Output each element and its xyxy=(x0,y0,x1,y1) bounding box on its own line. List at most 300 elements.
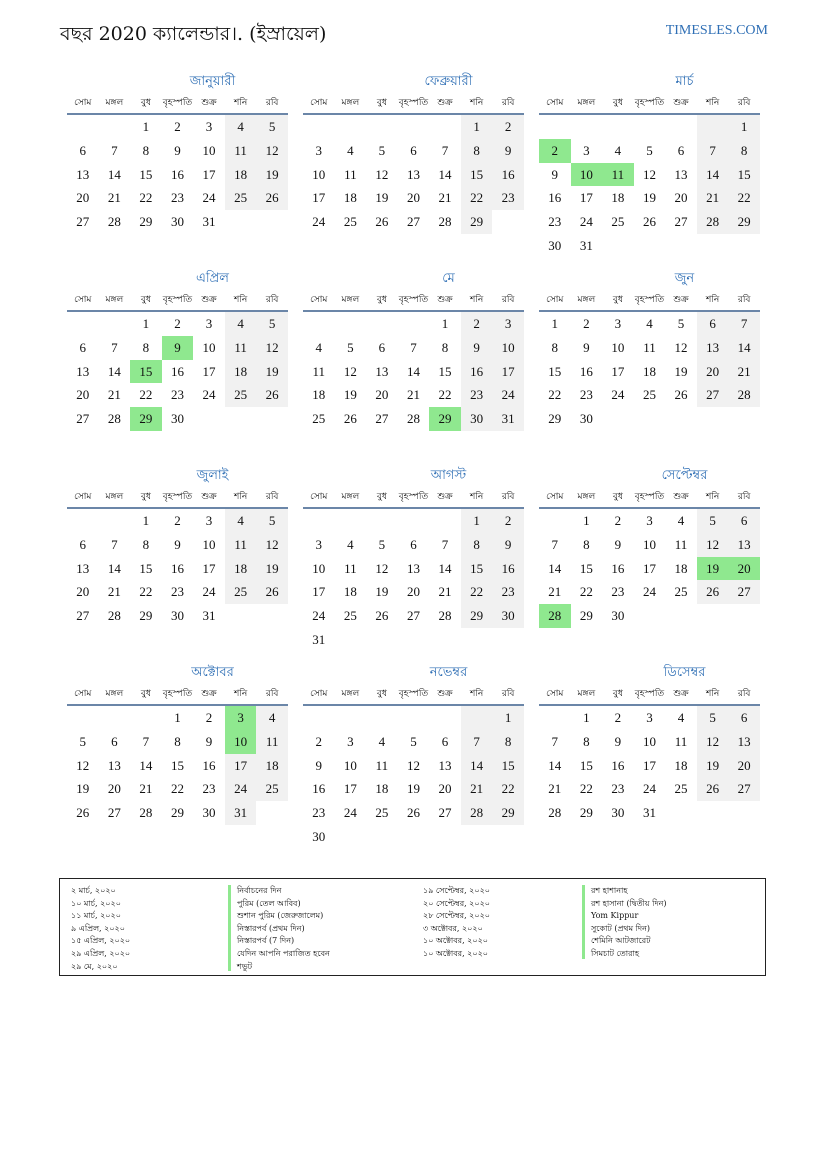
day-cell[interactable]: 8 xyxy=(583,536,590,552)
day-cell[interactable]: 13 xyxy=(406,560,420,576)
day-cell[interactable]: 10 xyxy=(611,339,625,355)
day-cell[interactable]: 3 xyxy=(646,513,653,528)
day-cell[interactable]: 1 xyxy=(583,710,590,725)
day-cell[interactable]: 4 xyxy=(677,710,685,725)
day-cell[interactable]: 7 xyxy=(111,339,118,355)
day-cell[interactable]: 3 xyxy=(205,119,213,134)
day-cell[interactable]: 8 xyxy=(492,730,524,754)
day-cell[interactable]: 22 xyxy=(579,584,593,600)
day-cell[interactable]: 11 xyxy=(225,533,257,557)
day-cell[interactable]: 4 xyxy=(225,509,257,533)
day-cell[interactable]: 28 xyxy=(406,411,420,427)
day-cell[interactable]: 30 xyxy=(170,411,184,427)
day-cell[interactable]: 30 xyxy=(202,805,216,821)
day-cell[interactable]: 12 xyxy=(406,757,420,773)
day-cell[interactable]: 13 xyxy=(375,363,389,379)
day-cell[interactable]: 9 xyxy=(614,536,622,552)
day-cell[interactable]: 17 xyxy=(343,781,357,797)
day-cell[interactable]: 30 xyxy=(611,805,625,821)
day-cell[interactable]: 25 xyxy=(312,411,326,427)
day-cell[interactable]: 27 xyxy=(438,805,452,821)
day-cell[interactable]: 9 xyxy=(583,339,590,355)
day-cell[interactable]: 27 xyxy=(674,214,688,230)
day-cell[interactable]: 13 xyxy=(728,533,760,557)
day-cell[interactable]: 24 xyxy=(642,781,656,797)
day-cell[interactable]: 11 xyxy=(256,730,288,754)
day-cell[interactable]: 6 xyxy=(728,509,760,533)
holiday-day-cell[interactable]: 15 xyxy=(130,360,162,384)
day-cell[interactable]: 7 xyxy=(551,733,559,749)
day-cell[interactable]: 23 xyxy=(492,580,524,604)
day-cell[interactable]: 20 xyxy=(375,387,389,403)
day-cell[interactable]: 6 xyxy=(79,536,87,552)
day-cell[interactable]: 27 xyxy=(406,214,420,230)
day-cell[interactable]: 9 xyxy=(614,733,622,749)
day-cell[interactable]: 28 xyxy=(548,805,562,821)
day-cell[interactable]: 6 xyxy=(111,733,118,749)
day-cell[interactable]: 27 xyxy=(76,608,90,624)
day-cell[interactable]: 18 xyxy=(225,360,257,384)
day-cell[interactable]: 15 xyxy=(579,757,593,773)
day-cell[interactable]: 7 xyxy=(111,142,118,158)
holiday-day-cell[interactable]: 11 xyxy=(602,163,634,187)
day-cell[interactable]: 17 xyxy=(202,560,216,576)
day-cell[interactable]: 19 xyxy=(406,781,420,797)
day-cell[interactable]: 9 xyxy=(492,139,524,163)
day-cell[interactable]: 30 xyxy=(611,608,625,624)
day-cell[interactable]: 4 xyxy=(315,339,323,355)
day-cell[interactable]: 4 xyxy=(225,312,257,336)
day-cell[interactable]: 21 xyxy=(406,387,420,403)
day-cell[interactable]: 12 xyxy=(642,166,656,182)
day-cell[interactable]: 4 xyxy=(256,706,288,730)
day-cell[interactable]: 23 xyxy=(492,186,524,210)
day-cell[interactable]: 19 xyxy=(256,360,288,384)
day-cell[interactable]: 13 xyxy=(76,166,90,182)
day-cell[interactable]: 4 xyxy=(677,513,685,528)
day-cell[interactable]: 8 xyxy=(441,339,449,355)
day-cell[interactable]: 22 xyxy=(548,387,562,403)
day-cell[interactable]: 6 xyxy=(79,142,87,158)
day-cell[interactable]: 2 xyxy=(205,710,213,725)
day-cell[interactable]: 23 xyxy=(312,805,326,821)
day-cell[interactable]: 7 xyxy=(441,536,449,552)
day-cell[interactable]: 3 xyxy=(614,316,622,331)
day-cell[interactable]: 26 xyxy=(674,387,688,403)
day-cell[interactable]: 23 xyxy=(611,584,625,600)
day-cell[interactable]: 26 xyxy=(375,214,389,230)
day-cell[interactable]: 7 xyxy=(551,536,559,552)
day-cell[interactable]: 14 xyxy=(728,336,760,360)
day-cell[interactable]: 20 xyxy=(406,190,420,206)
day-cell[interactable]: 2 xyxy=(461,312,493,336)
day-cell[interactable]: 18 xyxy=(375,781,389,797)
day-cell[interactable]: 15 xyxy=(492,754,524,778)
day-cell[interactable]: 25 xyxy=(611,214,625,230)
day-cell[interactable]: 27 xyxy=(728,580,760,604)
day-cell[interactable]: 10 xyxy=(202,339,216,355)
day-cell[interactable]: 31 xyxy=(225,801,257,825)
day-cell[interactable]: 7 xyxy=(111,536,118,552)
day-cell[interactable]: 6 xyxy=(677,142,685,158)
day-cell[interactable]: 13 xyxy=(107,757,121,773)
day-cell[interactable]: 29 xyxy=(728,210,760,234)
day-cell[interactable]: 19 xyxy=(674,363,688,379)
day-cell[interactable]: 5 xyxy=(256,115,288,139)
day-cell[interactable]: 26 xyxy=(642,214,656,230)
day-cell[interactable]: 4 xyxy=(614,142,622,158)
day-cell[interactable]: 12 xyxy=(375,560,389,576)
day-cell[interactable]: 10 xyxy=(312,166,326,182)
day-cell[interactable]: 1 xyxy=(583,513,590,528)
day-cell[interactable]: 2 xyxy=(315,733,323,749)
day-cell[interactable]: 10 xyxy=(312,560,326,576)
day-cell[interactable]: 12 xyxy=(256,533,288,557)
day-cell[interactable]: 20 xyxy=(76,190,90,206)
day-cell[interactable]: 22 xyxy=(579,781,593,797)
day-cell[interactable]: 27 xyxy=(107,805,121,821)
day-cell[interactable]: 22 xyxy=(461,580,493,604)
day-cell[interactable]: 24 xyxy=(312,214,326,230)
day-cell[interactable]: 5 xyxy=(256,312,288,336)
day-cell[interactable]: 10 xyxy=(492,336,524,360)
day-cell[interactable]: 10 xyxy=(642,733,656,749)
day-cell[interactable]: 4 xyxy=(347,142,354,158)
day-cell[interactable]: 16 xyxy=(170,560,184,576)
day-cell[interactable]: 11 xyxy=(225,336,257,360)
day-cell[interactable]: 8 xyxy=(461,139,493,163)
day-cell[interactable]: 3 xyxy=(347,733,354,749)
day-cell[interactable]: 5 xyxy=(410,733,417,749)
day-cell[interactable]: 3 xyxy=(583,142,590,158)
brand-link[interactable]: TIMESLES.COM xyxy=(665,23,768,38)
holiday-day-cell[interactable]: 19 xyxy=(697,557,729,581)
day-cell[interactable]: 14 xyxy=(139,757,153,773)
day-cell[interactable]: 18 xyxy=(343,584,357,600)
day-cell[interactable]: 20 xyxy=(406,584,420,600)
day-cell[interactable]: 27 xyxy=(375,411,389,427)
day-cell[interactable]: 20 xyxy=(107,781,121,797)
day-cell[interactable]: 16 xyxy=(611,560,625,576)
day-cell[interactable]: 21 xyxy=(107,584,121,600)
day-cell[interactable]: 14 xyxy=(406,363,420,379)
day-cell[interactable]: 5 xyxy=(378,536,386,552)
day-cell[interactable]: 18 xyxy=(674,560,688,576)
day-cell[interactable]: 25 xyxy=(256,777,288,801)
day-cell[interactable]: 31 xyxy=(312,631,326,647)
day-cell[interactable]: 8 xyxy=(551,339,559,355)
day-cell[interactable]: 20 xyxy=(76,387,90,403)
day-cell[interactable]: 29 xyxy=(492,801,524,825)
day-cell[interactable]: 16 xyxy=(492,163,524,187)
day-cell[interactable]: 19 xyxy=(642,190,656,206)
day-cell[interactable]: 12 xyxy=(76,757,90,773)
day-cell[interactable]: 28 xyxy=(107,608,121,624)
holiday-day-cell[interactable]: 20 xyxy=(728,557,760,581)
day-cell[interactable]: 15 xyxy=(170,757,184,773)
day-cell[interactable]: 12 xyxy=(343,363,357,379)
day-cell[interactable]: 13 xyxy=(76,363,90,379)
day-cell[interactable]: 27 xyxy=(697,383,729,407)
day-cell[interactable]: 8 xyxy=(142,536,150,552)
day-cell[interactable]: 24 xyxy=(225,777,257,801)
day-cell[interactable]: 1 xyxy=(142,316,150,331)
day-cell[interactable]: 15 xyxy=(461,163,493,187)
day-cell[interactable]: 9 xyxy=(492,533,524,557)
day-cell[interactable]: 4 xyxy=(378,733,386,749)
day-cell[interactable]: 10 xyxy=(202,142,216,158)
holiday-day-cell[interactable]: 10 xyxy=(571,163,603,187)
day-cell[interactable]: 13 xyxy=(438,757,452,773)
day-cell[interactable]: 28 xyxy=(107,411,121,427)
day-cell[interactable]: 17 xyxy=(611,363,625,379)
day-cell[interactable]: 21 xyxy=(728,360,760,384)
day-cell[interactable]: 7 xyxy=(461,730,493,754)
day-cell[interactable]: 20 xyxy=(674,190,688,206)
day-cell[interactable]: 7 xyxy=(697,139,729,163)
day-cell[interactable]: 9 xyxy=(315,757,323,773)
day-cell[interactable]: 8 xyxy=(583,733,590,749)
day-cell[interactable]: 25 xyxy=(343,214,357,230)
day-cell[interactable]: 17 xyxy=(225,754,257,778)
day-cell[interactable]: 21 xyxy=(461,777,493,801)
day-cell[interactable]: 20 xyxy=(76,584,90,600)
day-cell[interactable]: 24 xyxy=(202,387,216,403)
day-cell[interactable]: 16 xyxy=(312,781,326,797)
day-cell[interactable]: 23 xyxy=(170,190,184,206)
day-cell[interactable]: 15 xyxy=(461,557,493,581)
day-cell[interactable]: 24 xyxy=(642,584,656,600)
day-cell[interactable]: 23 xyxy=(461,383,493,407)
day-cell[interactable]: 1 xyxy=(492,706,524,730)
day-cell[interactable]: 25 xyxy=(225,186,257,210)
day-cell[interactable]: 19 xyxy=(697,754,729,778)
day-cell[interactable]: 16 xyxy=(170,363,184,379)
day-cell[interactable]: 11 xyxy=(225,139,257,163)
day-cell[interactable]: 16 xyxy=(492,557,524,581)
day-cell[interactable]: 12 xyxy=(674,339,688,355)
day-cell[interactable]: 29 xyxy=(579,805,593,821)
day-cell[interactable]: 2 xyxy=(583,316,590,331)
day-cell[interactable]: 16 xyxy=(170,166,184,182)
day-cell[interactable]: 5 xyxy=(677,316,685,331)
day-cell[interactable]: 22 xyxy=(139,190,153,206)
day-cell[interactable]: 18 xyxy=(312,387,326,403)
day-cell[interactable]: 6 xyxy=(441,733,449,749)
day-cell[interactable]: 22 xyxy=(170,781,184,797)
day-cell[interactable]: 1 xyxy=(441,316,449,331)
day-cell[interactable]: 25 xyxy=(375,805,389,821)
holiday-day-cell[interactable]: 3 xyxy=(225,706,257,730)
day-cell[interactable]: 16 xyxy=(548,190,562,206)
day-cell[interactable]: 25 xyxy=(642,387,656,403)
day-cell[interactable]: 2 xyxy=(614,710,622,725)
day-cell[interactable]: 15 xyxy=(139,166,153,182)
day-cell[interactable]: 2 xyxy=(614,513,622,528)
day-cell[interactable]: 21 xyxy=(107,387,121,403)
day-cell[interactable]: 16 xyxy=(202,757,216,773)
day-cell[interactable]: 9 xyxy=(205,733,213,749)
day-cell[interactable]: 1 xyxy=(728,115,760,139)
day-cell[interactable]: 18 xyxy=(343,190,357,206)
day-cell[interactable]: 26 xyxy=(256,580,288,604)
day-cell[interactable]: 21 xyxy=(697,186,729,210)
day-cell[interactable]: 18 xyxy=(225,557,257,581)
day-cell[interactable]: 30 xyxy=(312,828,326,844)
day-cell[interactable]: 21 xyxy=(107,190,121,206)
day-cell[interactable]: 22 xyxy=(461,186,493,210)
day-cell[interactable]: 27 xyxy=(406,608,420,624)
day-cell[interactable]: 17 xyxy=(642,757,656,773)
holiday-day-cell[interactable]: 2 xyxy=(539,139,571,163)
day-cell[interactable]: 20 xyxy=(697,360,729,384)
day-cell[interactable]: 14 xyxy=(438,560,452,576)
day-cell[interactable]: 23 xyxy=(170,584,184,600)
day-cell[interactable]: 13 xyxy=(76,560,90,576)
day-cell[interactable]: 17 xyxy=(202,166,216,182)
day-cell[interactable]: 29 xyxy=(579,608,593,624)
day-cell[interactable]: 27 xyxy=(76,214,90,230)
day-cell[interactable]: 28 xyxy=(438,608,452,624)
day-cell[interactable]: 29 xyxy=(461,604,493,628)
day-cell[interactable]: 7 xyxy=(728,312,760,336)
day-cell[interactable]: 5 xyxy=(697,706,729,730)
day-cell[interactable]: 12 xyxy=(697,730,729,754)
day-cell[interactable]: 23 xyxy=(170,387,184,403)
day-cell[interactable]: 13 xyxy=(674,166,688,182)
day-cell[interactable]: 2 xyxy=(174,316,181,331)
day-cell[interactable]: 17 xyxy=(312,190,326,206)
day-cell[interactable]: 14 xyxy=(548,757,562,773)
day-cell[interactable]: 26 xyxy=(343,411,357,427)
day-cell[interactable]: 6 xyxy=(697,312,729,336)
day-cell[interactable]: 8 xyxy=(142,142,150,158)
day-cell[interactable]: 12 xyxy=(375,166,389,182)
day-cell[interactable]: 8 xyxy=(728,139,760,163)
day-cell[interactable]: 20 xyxy=(438,781,452,797)
day-cell[interactable]: 6 xyxy=(410,142,417,158)
day-cell[interactable]: 9 xyxy=(174,142,181,158)
day-cell[interactable]: 16 xyxy=(579,363,593,379)
day-cell[interactable]: 29 xyxy=(548,411,562,427)
day-cell[interactable]: 23 xyxy=(548,214,562,230)
day-cell[interactable]: 12 xyxy=(256,139,288,163)
day-cell[interactable]: 14 xyxy=(438,166,452,182)
day-cell[interactable]: 9 xyxy=(174,536,181,552)
day-cell[interactable]: 15 xyxy=(139,560,153,576)
day-cell[interactable]: 11 xyxy=(674,536,688,552)
day-cell[interactable]: 26 xyxy=(256,186,288,210)
day-cell[interactable]: 31 xyxy=(202,608,216,624)
day-cell[interactable]: 3 xyxy=(646,710,653,725)
day-cell[interactable]: 17 xyxy=(492,360,524,384)
day-cell[interactable]: 28 xyxy=(728,383,760,407)
day-cell[interactable]: 27 xyxy=(76,411,90,427)
holiday-day-cell[interactable]: 10 xyxy=(225,730,257,754)
day-cell[interactable]: 31 xyxy=(492,407,524,431)
day-cell[interactable]: 25 xyxy=(674,584,688,600)
day-cell[interactable]: 9 xyxy=(461,336,493,360)
holiday-day-cell[interactable]: 29 xyxy=(130,407,162,431)
day-cell[interactable]: 18 xyxy=(256,754,288,778)
day-cell[interactable]: 14 xyxy=(107,363,121,379)
day-cell[interactable]: 5 xyxy=(79,733,87,749)
day-cell[interactable]: 3 xyxy=(492,312,524,336)
day-cell[interactable]: 14 xyxy=(107,560,121,576)
day-cell[interactable]: 11 xyxy=(643,339,656,355)
day-cell[interactable]: 2 xyxy=(492,115,524,139)
day-cell[interactable]: 14 xyxy=(697,163,729,187)
day-cell[interactable]: 29 xyxy=(139,608,153,624)
day-cell[interactable]: 15 xyxy=(548,363,562,379)
day-cell[interactable]: 16 xyxy=(461,360,493,384)
day-cell[interactable]: 25 xyxy=(225,383,257,407)
day-cell[interactable]: 29 xyxy=(461,210,493,234)
day-cell[interactable]: 23 xyxy=(611,781,625,797)
day-cell[interactable]: 8 xyxy=(142,339,150,355)
day-cell[interactable]: 29 xyxy=(170,805,184,821)
day-cell[interactable]: 1 xyxy=(461,509,493,533)
day-cell[interactable]: 21 xyxy=(139,781,153,797)
day-cell[interactable]: 3 xyxy=(315,536,323,552)
day-cell[interactable]: 31 xyxy=(579,237,593,253)
day-cell[interactable]: 21 xyxy=(438,190,452,206)
holiday-day-cell[interactable]: 9 xyxy=(162,336,194,360)
day-cell[interactable]: 25 xyxy=(674,781,688,797)
day-cell[interactable]: 30 xyxy=(492,604,524,628)
day-cell[interactable]: 19 xyxy=(256,557,288,581)
day-cell[interactable]: 19 xyxy=(76,781,90,797)
day-cell[interactable]: 5 xyxy=(646,142,653,158)
day-cell[interactable]: 17 xyxy=(642,560,656,576)
day-cell[interactable]: 26 xyxy=(256,383,288,407)
day-cell[interactable]: 18 xyxy=(225,163,257,187)
day-cell[interactable]: 19 xyxy=(256,163,288,187)
day-cell[interactable]: 18 xyxy=(611,190,625,206)
day-cell[interactable]: 5 xyxy=(256,509,288,533)
day-cell[interactable]: 28 xyxy=(461,801,493,825)
day-cell[interactable]: 30 xyxy=(548,237,562,253)
day-cell[interactable]: 26 xyxy=(375,608,389,624)
day-cell[interactable]: 2 xyxy=(492,509,524,533)
day-cell[interactable]: 5 xyxy=(347,339,354,355)
day-cell[interactable]: 30 xyxy=(170,214,184,230)
day-cell[interactable]: 24 xyxy=(492,383,524,407)
day-cell[interactable]: 22 xyxy=(438,387,452,403)
day-cell[interactable]: 23 xyxy=(579,387,593,403)
day-cell[interactable]: 17 xyxy=(312,584,326,600)
day-cell[interactable]: 13 xyxy=(728,730,760,754)
day-cell[interactable]: 30 xyxy=(170,608,184,624)
day-cell[interactable]: 30 xyxy=(579,411,593,427)
day-cell[interactable]: 23 xyxy=(202,781,216,797)
day-cell[interactable]: 31 xyxy=(202,214,216,230)
holiday-day-cell[interactable]: 28 xyxy=(539,604,571,628)
day-cell[interactable]: 24 xyxy=(202,190,216,206)
day-cell[interactable]: 6 xyxy=(378,339,386,355)
day-cell[interactable]: 24 xyxy=(312,608,326,624)
day-cell[interactable]: 24 xyxy=(579,214,593,230)
day-cell[interactable]: 17 xyxy=(202,363,216,379)
day-cell[interactable]: 22 xyxy=(728,186,760,210)
day-cell[interactable]: 31 xyxy=(642,805,656,821)
day-cell[interactable]: 15 xyxy=(579,560,593,576)
day-cell[interactable]: 3 xyxy=(205,513,213,528)
day-cell[interactable]: 8 xyxy=(461,533,493,557)
day-cell[interactable]: 26 xyxy=(76,805,90,821)
day-cell[interactable]: 29 xyxy=(139,214,153,230)
day-cell[interactable]: 19 xyxy=(375,584,389,600)
